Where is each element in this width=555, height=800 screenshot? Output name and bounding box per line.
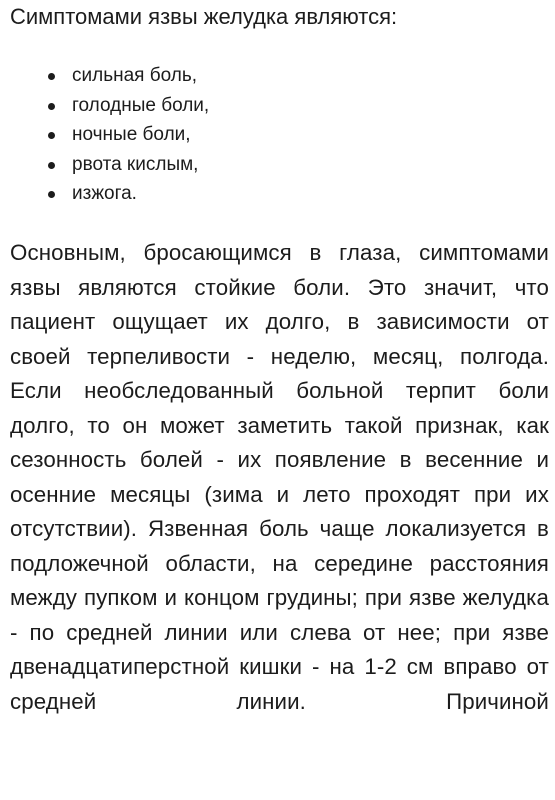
list-item-text: голодные боли, bbox=[72, 94, 210, 116]
list-item bbox=[0, 61, 209, 91]
list-item-text: рвота кислым, bbox=[72, 153, 199, 175]
bullet-icon bbox=[48, 191, 55, 198]
bullet-icon bbox=[48, 162, 55, 169]
list-item-text: ночные боли, bbox=[72, 124, 191, 145]
list-item bbox=[0, 179, 209, 209]
bullet-icon bbox=[48, 103, 55, 110]
section-heading: Симптомами язвы желудка являются: bbox=[10, 4, 398, 29]
symptom-list bbox=[0, 61, 209, 209]
list-item bbox=[0, 150, 209, 180]
list-item-text: сильная боль, bbox=[72, 65, 198, 86]
body-paragraph: Основным, бросающимся в глаза, симптомами язвы являются стойкие боли. Это значит, что пациент ощущает их долго, в зависимости от своей терпеливости - неделю, месяц, полгода. Если необследованный больной терпит боли долго, то он может заметить такой признак, как сезонность болей - их появление в весенние и осенние месяцы (зима и лето проходят при их отсутствии). Язвенная боль чаще локализуется в подложечной области, на середине расстояния между пупком и концом грудины; при язве желудка - по средней линии или слева от нее; при язве двенадцатиперстной кишки - на 1-2 см вправо от средней линии. Причиной bbox=[10, 240, 549, 714]
list-item-text: изжога. bbox=[72, 183, 137, 204]
bullet-icon bbox=[48, 73, 55, 80]
bullet-icon bbox=[48, 132, 55, 139]
list-item bbox=[0, 91, 209, 121]
list-item bbox=[0, 120, 209, 150]
